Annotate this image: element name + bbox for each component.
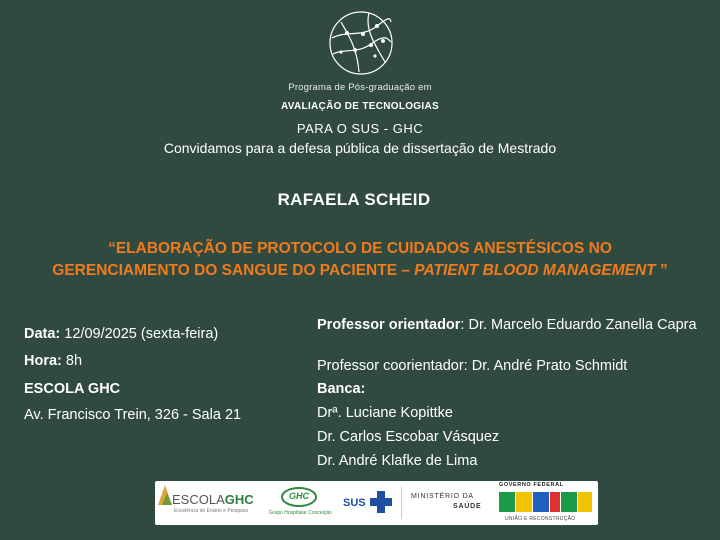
hour-label: Hora: — [24, 353, 62, 369]
advisor-value: : Dr. Marcelo Eduardo Zanella Capra — [460, 317, 697, 333]
invitation-text: Convidamos para a defesa pública de dissertação de Mestrado — [163, 140, 557, 156]
brasil-text — [505, 494, 579, 511]
ministerio-line1: MINISTÉRIO DA — [411, 493, 474, 500]
committee-member: Dr. Carlos Escobar Vásquez — [317, 429, 500, 445]
advisor — [317, 316, 707, 334]
thesis-title-main: “ELABORAÇÃO DE PROTOCOLO DE CUIDADOS ANESTÉSICOS NO GERENCIAMENTO DO SANGUE DO PACIENTE – — [52, 240, 612, 279]
coadvisor: Professor coorientador: Dr. André Prato Schmidt — [317, 358, 628, 374]
committee-member: Dr. André Klafke de Lima — [317, 453, 478, 469]
thesis-title-close: ” — [655, 262, 668, 279]
ministerio-line2: SAÚDE — [453, 503, 482, 510]
escola-word: ESCOLA — [172, 492, 225, 507]
event-hour — [24, 352, 82, 370]
event-date — [24, 325, 218, 343]
sponsor-logo-bar — [155, 481, 598, 525]
ghc-logo-text: GHC — [289, 491, 309, 501]
committee-member: Drª. Luciane Kopittke — [317, 405, 453, 421]
event-venue: ESCOLA GHC — [24, 381, 121, 397]
program-name-line3: PARA O SUS - GHC — [296, 121, 424, 136]
advisor-label: Professor orientador — [317, 317, 461, 333]
committee-title: Banca: — [317, 381, 366, 397]
event-address: Av. Francisco Trein, 326 - Sala 21 — [24, 407, 242, 423]
program-name-line2: AVALIAÇÃO DE TECNOLOGIAS — [281, 101, 439, 112]
escola-ghc-mark-icon — [158, 485, 172, 505]
hour-value: 8h — [61, 353, 83, 369]
governo-slogan: UNIÃO E RECONSTRUÇÃO — [505, 516, 576, 522]
date-label: Data: — [24, 326, 61, 342]
thesis-title-italic: PATIENT BLOOD MANAGEMENT — [414, 262, 656, 279]
thesis-title — [40, 238, 680, 282]
candidate-name: RAFAELA SCHEID — [277, 190, 431, 209]
governo-label: GOVERNO FEDERAL — [499, 482, 564, 488]
program-name-line1: Programa de Pós-graduação em — [288, 82, 432, 93]
escola-subtitle: Excelência de Ensino e Pesquisa — [174, 508, 248, 514]
program-logo-icon — [327, 8, 395, 78]
logo-divider — [401, 487, 402, 519]
ghc-subtitle: Grupo Hospitalar Conceição — [269, 510, 332, 516]
sus-text: SUS — [343, 497, 366, 509]
ghc-word: GHC — [224, 492, 254, 507]
date-value: 12/09/2025 (sexta-feira) — [60, 326, 219, 342]
sus-cross-icon — [370, 491, 392, 513]
